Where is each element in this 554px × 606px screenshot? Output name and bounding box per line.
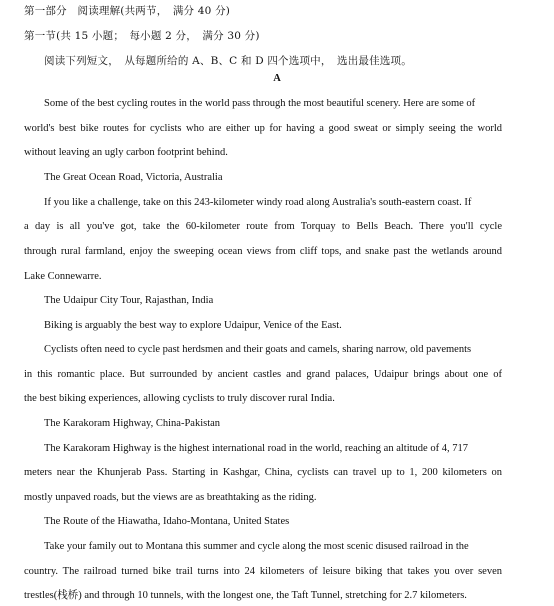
paragraph-line: world's best bike routes for cyclists who are either up for having a good sweat or simply seeing the world — [24, 123, 502, 134]
paragraph-line: country. The railroad turned bike trail turns into 24 kilometers of leisure biking that takes you over seven — [24, 566, 502, 577]
paragraph-line: The Karakoram Highway is the highest international road in the world, reaching an altitude of 4, 717 — [44, 443, 468, 454]
section-heading: 第一节(共 15 小题； 每小题 2 分， 满分 30 分) — [24, 30, 260, 42]
part-heading: 第一部分 阅读理解(共两节， 满分 40 分) — [24, 5, 231, 17]
paragraph-line: without leaving an ugly carbon footprint behind. — [24, 147, 228, 158]
paragraph-line: a day is all you've got, take the 60-kilometer route from Torquay to Bells Beach. There you'll cycle — [24, 221, 502, 232]
paragraph-line: If you like a challenge, take on this 243-kilometer windy road along Australia's south-eastern coast. If — [44, 197, 472, 208]
paragraph-line: mostly unpaved roads, but the views are as breathtaking as the riding. — [24, 492, 317, 503]
route-heading: The Udaipur City Tour, Rajasthan, India — [44, 295, 214, 306]
paragraph-line: the best biking experiences, allowing cyclists to truly discover rural India. — [24, 393, 335, 404]
passage-label: A — [273, 73, 281, 84]
paragraph-line: meters near the Khunjerab Pass. Starting in Kashgar, China, cyclists can travel up to 1, 200 kilometers on — [24, 467, 502, 478]
paragraph-line: Lake Connewarre. — [24, 271, 102, 282]
route-heading: The Great Ocean Road, Victoria, Australia — [44, 172, 223, 183]
paragraph-line: Take your family out to Montana this summer and cycle along the most scenic disused railroad in the — [44, 541, 469, 552]
paragraph-line: in this romantic place. But surrounded by ancient castles and grand palaces, Udaipur brings about one of — [24, 369, 502, 380]
paragraph-line: trestles(栈桥) and through 10 tunnels, with the longest one, the Taft Tunnel, stretching for 2.7 kilometers. — [24, 590, 467, 601]
paragraph-line: Biking is arguably the best way to explore Udaipur, Venice of the East. — [44, 320, 342, 331]
route-heading: The Route of the Hiawatha, Idaho-Montana, United States — [44, 516, 290, 527]
route-heading: The Karakoram Highway, China-Pakistan — [44, 418, 221, 429]
instruction-text: 阅读下列短文， 从每题所给的 A、B、C 和 D 四个选项中， 选出最佳选项。 — [44, 55, 412, 67]
paragraph-line: through rural farmland, enjoy the sweeping ocean views from cliff tops, and snake past the wetlands around — [24, 246, 502, 257]
paragraph-line: Some of the best cycling routes in the world pass through the most beautiful scenery. Here are some of — [44, 98, 476, 109]
paragraph-line: Cyclists often need to cycle past herdsmen and their goats and camels, sharing narrow, old pavements — [44, 344, 472, 355]
